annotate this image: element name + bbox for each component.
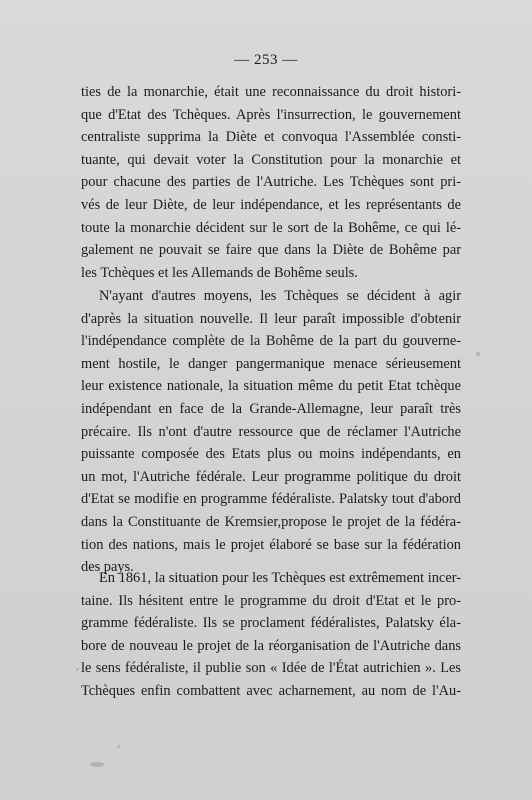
- text-line: toute la monarchie décident sur le sort de la Bohême, ce qui lé-: [81, 219, 461, 236]
- text-line: indépendant en face de la Grande-Allemagne, leur paraît très: [81, 400, 461, 417]
- page-number: — 253 —: [234, 52, 298, 68]
- text-line: précaire. Ils n'ont d'autre ressource que de réclamer l'Autriche: [81, 423, 461, 440]
- text-line: d'Etat se modifie en programme fédéraliste. Palatsky tout d'abord: [81, 491, 461, 508]
- text-line: vés de leur Diète, de leur indépendance, et les représentants de: [81, 196, 461, 213]
- text-line: N'ayant d'autres moyens, les Tchèques se décident à agir: [99, 288, 461, 304]
- text-line: taine. Ils hésitent entre le programme du droit d'Etat et le pro-: [81, 592, 461, 609]
- text-line: d'après la situation nouvelle. Il leur paraît impossible d'obtenir: [81, 310, 461, 327]
- paper-speck: [476, 352, 480, 356]
- text-line: leur existence nationale, la situation même du petit Etat tchèque: [81, 378, 461, 395]
- text-line: ment hostile, le danger pangermanique menace sérieusement: [81, 355, 461, 372]
- text-line: tion des nations, mais le projet élaboré se base sur la fédération: [81, 536, 461, 553]
- text-line: des pays.: [81, 559, 134, 576]
- text-line: les Tchèques et les Allemands de Bohême seuls.: [81, 264, 358, 281]
- text-line: centraliste supprima la Diète et convoqua l'Assemblée consti-: [81, 129, 461, 146]
- text-line: bore de nouveau le projet de la réorganisation de l'Autriche dans: [81, 637, 461, 654]
- paper-speck: [76, 668, 79, 671]
- text-line: tuante, qui devait voter la Constitution pour la monarchie et: [81, 151, 461, 168]
- text-line: Tchèques enfin combattent avec acharnement, au nom de l'Au-: [81, 682, 461, 699]
- text-line: puissante composée des Etats plus ou moins indépendants, en: [81, 446, 461, 463]
- text-line: ties de la monarchie, était une reconnaissance du droit histori-: [81, 84, 461, 100]
- paragraph-2: [81, 285, 461, 579]
- text-line: que d'Etat des Tchèques. Après l'insurrection, le gouvernement: [81, 106, 461, 123]
- text-line: galement ne pouvait se faire que dans la Diète de Bohême par: [81, 242, 461, 259]
- text-line: l'indépendance complète de la Bohême de la part du gouverne-: [81, 333, 461, 350]
- paper-speck: [90, 762, 104, 767]
- text-line: gramme fédéraliste. Ils se proclament fédéralistes, Palatsky éla-: [81, 615, 461, 632]
- text-line: le sens fédéraliste, il publie son « Idée de l'État autrichien ». Les: [81, 660, 461, 677]
- text-line: En 1861, la situation pour les Tchèques est extrêmement incer-: [99, 570, 461, 586]
- paragraph-1: [81, 81, 461, 284]
- paper-speck: [117, 745, 120, 748]
- text-line: pour chacune des parties de l'Autriche. Les Tchèques sont pri-: [81, 174, 461, 191]
- paragraph-3: [81, 567, 461, 703]
- text-line: un mot, l'Autriche fédérale. Leur programme politique du droit: [81, 468, 461, 485]
- text-line: dans la Constituante de Kremsier,propose le projet de la fédéra-: [81, 513, 461, 530]
